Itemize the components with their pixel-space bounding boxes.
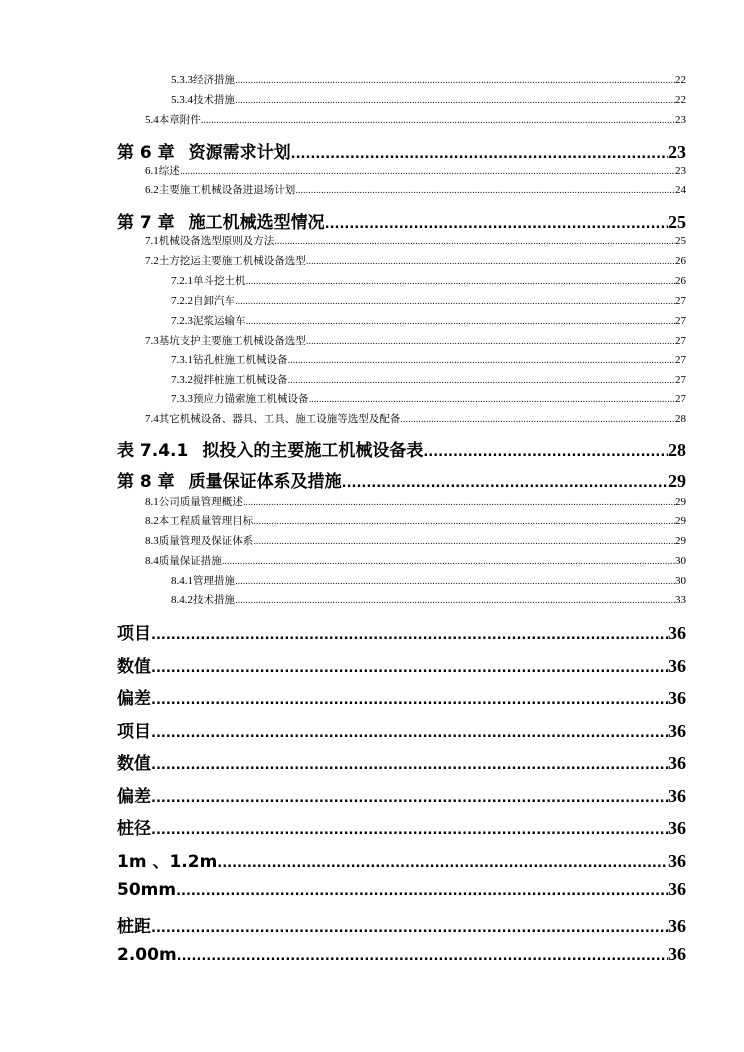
toc-chapter-title: 资源需求计划 [188,143,291,163]
toc-plain-entry[interactable] [117,912,686,937]
dot-leader [342,476,668,491]
dot-leader [151,628,668,643]
toc-entry[interactable] [171,372,686,387]
dot-leader [246,277,676,287]
toc-entry-page: 27 [675,393,686,405]
toc-entry-title: 预应力锚索施工机械设备 [193,393,309,405]
toc-entry-page: 22 [675,94,686,106]
toc-entry-page: 36 [668,753,686,773]
toc-entry[interactable] [171,391,686,406]
toc-entry-page: 26 [675,255,686,267]
toc-entry-number: 7.3 [145,335,159,347]
toc-entry-title: 技术措施 [193,594,235,606]
toc-chapter-entry[interactable] [117,467,686,492]
toc-entry-page: 36 [668,944,686,964]
toc-chapter-number: 第 6 章 [117,143,175,163]
toc-entry-title: 项目 [117,722,151,742]
dot-leader [288,376,676,386]
dot-leader [151,693,668,708]
toc-entry-page: 36 [668,656,686,676]
toc-entry[interactable] [171,92,686,107]
toc-chapter-entry[interactable] [117,208,686,233]
toc-plain-entry[interactable] [117,619,686,644]
toc-entry-page: 24 [675,184,686,196]
toc-entry-page: 36 [668,721,686,741]
toc-entry[interactable] [145,182,686,197]
toc-entry-number: 7.1 [145,235,159,247]
toc-entry[interactable] [145,533,686,548]
dot-leader [306,257,675,267]
toc-entry-title: 钻孔桩施工机械设备 [193,354,288,366]
dot-leader [295,186,675,196]
toc-entry-page: 27 [675,374,686,386]
toc-entry-title: 数值 [117,754,151,774]
toc-entry-page: 30 [675,575,686,587]
toc-entry-number: 5.3.4 [171,94,193,106]
dot-leader [151,758,668,773]
toc-entry-page: 36 [668,688,686,708]
dot-leader [201,116,675,126]
toc-entry-page: 27 [675,295,686,307]
dot-leader [253,517,675,527]
toc-entry-page: 23 [675,114,686,126]
toc-entry-number: 8.1 [145,496,159,508]
toc-plain-entry[interactable] [117,782,686,807]
toc-entry[interactable] [171,592,686,607]
toc-entry-number: 7.2.2 [171,295,193,307]
toc-entry-title: 本工程质量管理目标 [158,515,254,527]
toc-entry-title: 桩径 [117,819,151,839]
dot-leader [177,949,668,964]
dot-leader [217,856,668,871]
toc-entry-title: 泥浆运输车 [193,315,246,327]
dot-leader [180,167,675,177]
toc-plain-entry[interactable] [117,684,686,709]
toc-entry-title: 2.00m [117,945,177,965]
toc-entry-title: 综述 [158,165,180,177]
dot-leader [235,596,675,606]
toc-entry[interactable] [145,253,686,268]
dot-leader [306,337,675,347]
dot-leader [151,661,668,676]
toc-entry-title: 偏差 [117,689,151,709]
toc-entry[interactable] [171,273,686,288]
toc-entry-number: 7.4 [145,413,159,425]
dot-leader [151,791,668,806]
dot-leader [423,445,668,460]
toc-entry[interactable] [171,293,686,308]
toc-entry-number: 8.4 [145,555,159,567]
toc-entry-page: 25 [668,212,686,232]
dot-leader [309,395,676,405]
toc-entry-number: 8.2 [145,515,159,527]
dot-leader [325,217,668,232]
toc-entry-page: 30 [675,555,686,567]
toc-entry-page: 36 [668,786,686,806]
dot-leader [235,96,675,106]
toc-entry-page: 23 [675,165,686,177]
toc-entry-page: 29 [675,496,686,508]
toc-entry-title: 自卸汽车 [193,295,235,307]
toc-entry-page: 36 [668,818,686,838]
toc-entry[interactable] [145,112,686,127]
toc-entry-title: 1m 、1.2m [117,852,218,872]
toc-entry-number: 7.3.2 [171,374,193,386]
toc-table-entry[interactable] [117,436,686,461]
toc-entry[interactable] [145,553,686,568]
toc-entry-title: 技术措施 [193,94,235,106]
toc-entry-page: 26 [675,275,686,287]
toc-entry-title: 管理措施 [193,575,235,587]
dot-leader [288,356,676,366]
toc-entry-title: 桩距 [117,917,151,937]
toc-chapter-number: 第 7 章 [117,213,175,233]
toc-entry-title: 搅拌桩施工机械设备 [193,374,288,386]
toc-entry[interactable] [171,313,686,328]
toc-entry-page: 27 [675,315,686,327]
toc-entry-number: 8.3 [145,535,159,547]
dot-leader [151,726,668,741]
toc-entry[interactable] [171,72,686,87]
toc-entry-page: 28 [668,440,686,460]
toc-plain-entry[interactable] [117,749,686,774]
dot-leader [274,237,675,247]
toc-entry-title: 本章附件 [158,114,201,126]
toc-entry-page: 36 [668,623,686,643]
dot-leader [235,577,675,587]
toc-entry-title: 其它机械设备、器具、工具、施工设施等选型及配备 [158,413,401,425]
toc-entry[interactable] [145,513,686,528]
toc-entry-page: 23 [668,142,686,162]
toc-entry-page: 27 [675,354,686,366]
toc-entry-title: 项目 [117,624,151,644]
toc-plain-entry[interactable] [117,944,686,965]
toc-entry-page: 36 [668,879,686,899]
toc-entry-page: 29 [675,515,686,527]
toc-entry-title: 偏差 [117,787,151,807]
toc-entry-title: 质量管理及保证体系 [158,535,254,547]
toc-entry-number: 6.2 [145,184,159,196]
toc-entry-title: 主要施工机械设备进退场计划 [158,184,296,196]
toc-entry-title: 公司质量管理概述 [158,496,243,508]
toc-table-number: 表 7.4.1 [117,441,189,461]
toc-entry-number: 7.2.1 [171,275,193,287]
toc-plain-entry[interactable] [117,652,686,677]
toc-entry[interactable] [145,233,686,248]
toc-entry-page: 27 [675,335,686,347]
dot-leader [235,76,675,86]
toc-entry-page: 29 [675,535,686,547]
dot-leader [222,557,675,567]
toc-entry-number: 7.2 [145,255,159,267]
toc-entry-page: 36 [668,851,686,871]
dot-leader [291,147,668,162]
toc-entry-number: 7.2.3 [171,315,193,327]
toc-table-title: 拟投入的主要施工机械设备表 [202,441,424,461]
toc-entry-page: 25 [675,235,686,247]
toc-entry-number: 6.1 [145,165,159,177]
toc-entry-title: 50mm [117,880,177,900]
toc-entry[interactable] [145,333,686,348]
toc-entry-number: 5.4 [145,114,159,126]
toc-entry-number: 8.4.1 [171,575,193,587]
toc-entry-title: 数值 [117,657,151,677]
toc-entry-title: 经济措施 [193,74,235,86]
dot-leader [151,921,668,936]
toc-entry[interactable] [171,352,686,367]
toc-entry-page: 22 [675,74,686,86]
toc-entry[interactable] [145,163,686,178]
toc-entry[interactable] [145,411,686,426]
toc-entry-title: 机械设备选型原则及方法 [158,235,275,247]
dot-leader [400,415,675,425]
toc-entry-page: 36 [668,916,686,936]
toc-entry[interactable] [145,494,686,509]
toc-entry-title: 基坑支护主要施工机械设备选型 [158,335,306,347]
toc-plain-entry[interactable] [117,879,686,900]
toc-entry-title: 土方挖运主要施工机械设备选型 [158,255,306,267]
toc-entry-page: 33 [675,594,686,606]
toc-entry-number: 8.4.2 [171,594,193,606]
toc-plain-entry[interactable] [117,814,686,839]
toc-entry[interactable] [171,573,686,588]
toc-chapter-entry[interactable] [117,138,686,163]
toc-entry-page: 28 [675,413,686,425]
toc-chapter-title: 质量保证体系及措施 [188,472,342,492]
toc-entry-number: 5.3.3 [171,74,193,86]
dot-leader [253,537,675,547]
dot-leader [246,317,676,327]
toc-entry-title: 质量保证措施 [158,555,222,567]
toc-chapter-number: 第 8 章 [117,472,175,492]
dot-leader [176,884,668,899]
dot-leader [151,823,668,838]
dot-leader [243,498,675,508]
toc-plain-entry[interactable] [117,717,686,742]
toc-entry-number: 7.3.3 [171,393,193,405]
toc-entry-page: 29 [668,471,686,491]
toc-entry-number: 7.3.1 [171,354,193,366]
dot-leader [235,297,675,307]
toc-entry-title: 单斗挖土机 [193,275,246,287]
toc-chapter-title: 施工机械选型情况 [188,213,325,233]
toc-plain-entry[interactable] [117,847,686,872]
